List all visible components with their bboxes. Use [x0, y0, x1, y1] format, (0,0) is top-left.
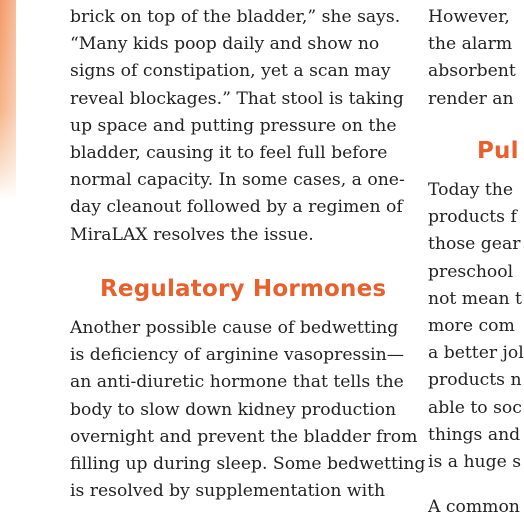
body-text-line: the alarm	[428, 34, 513, 55]
right-column-section-3	[428, 494, 518, 521]
body-text-line: overnight and prevent the bladder from	[70, 426, 418, 447]
body-text-line: “Many kids poop daily and show no	[70, 34, 380, 55]
body-text-line: products f	[428, 207, 517, 228]
body-text-line: Another possible cause of bedwetting	[70, 318, 399, 338]
body-text-line: brick on top of the bladder,” she says.	[70, 7, 401, 27]
body-text-line: is deficiency of arginine vasopressin—	[70, 345, 404, 366]
body-text-line: A common	[428, 497, 520, 517]
body-text-line: not mean t	[428, 288, 522, 309]
body-text-line: an anti-diuretic hormone that tells the	[70, 372, 404, 393]
body-text-line: body to slow down kidney production	[70, 399, 397, 420]
body-text-line: products n	[428, 370, 522, 391]
left-column-section-2	[70, 315, 426, 505]
body-text-line: preschool	[428, 261, 514, 282]
body-text-line: normal capacity. In some cases, a one-	[70, 170, 405, 191]
body-text-line: up space and putting pressure on the	[70, 115, 397, 136]
body-text-line: Today the	[428, 180, 514, 200]
left-column	[70, 4, 410, 249]
body-text-line: absorbent	[428, 61, 516, 82]
body-text-line: signs of constipation, yet a scan may	[70, 61, 391, 82]
right-column-section-2	[428, 177, 524, 476]
body-text-line: things and	[428, 424, 521, 445]
right-column-top	[428, 4, 518, 113]
body-text-line: reveal blockages.” That stool is taking	[70, 88, 404, 109]
body-text-line: is a huge s	[428, 451, 522, 472]
body-text-line: MiraLAX resolves the issue.	[70, 224, 314, 245]
body-text-line: able to soc	[428, 397, 522, 418]
body-text-line: more com	[428, 315, 515, 336]
page-edge-fade	[0, 0, 16, 200]
body-text-line: those gear	[428, 234, 521, 255]
body-text-line: However,	[428, 7, 510, 27]
body-text-line: render an	[428, 88, 514, 109]
section-heading-regulatory-hormones: Regulatory Hormones	[100, 276, 387, 302]
body-text-line: a better jol	[428, 343, 524, 364]
body-text-line: bladder, causing it to feel full before	[70, 142, 388, 163]
section-heading-cropped: Pul	[477, 138, 519, 164]
body-text-line: is resolved by supplementation with	[70, 481, 386, 502]
body-text-line: filling up during sleep. Some bedwetting	[70, 453, 426, 474]
body-text-line: day cleanout followed by a regimen of	[70, 197, 403, 218]
